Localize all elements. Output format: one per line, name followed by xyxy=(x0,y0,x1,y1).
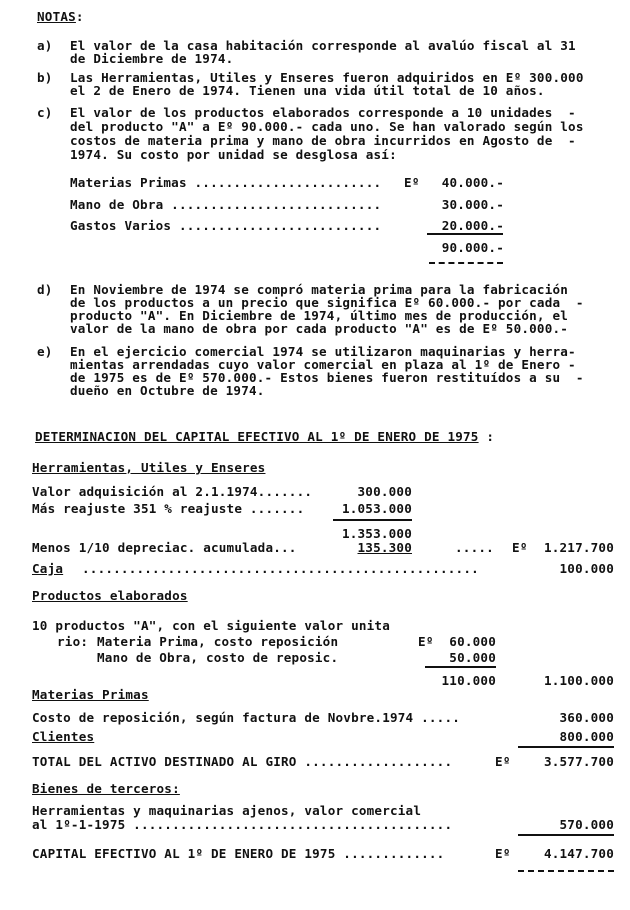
third-party-heading: Bienes de terceros: xyxy=(32,781,180,796)
note-a-letter: a) xyxy=(37,38,53,53)
capital-label: CAPITAL EFECTIVO AL 1º DE ENERO DE 1975 ............. xyxy=(32,846,445,861)
subtotal-rule xyxy=(425,666,496,668)
note-a-line: El valor de la casa habitación corresponde al avalúo fiscal al 31 xyxy=(70,38,576,53)
cost-row-label: Materias Primas ........................ xyxy=(70,175,382,190)
acquisition-label: Valor adquisición al 2.1.1974....... xyxy=(32,484,313,499)
total-assets-value: 3.577.700 xyxy=(543,754,614,769)
total-rule xyxy=(518,746,614,748)
note-c-line: 1974. Su costo por unidad se desglosa así: xyxy=(70,147,397,162)
note-c-line: El valor de los productos elaborados corresponde a 10 unidades - xyxy=(70,105,576,120)
note-b-letter: b) xyxy=(37,70,53,85)
product-cost-value: 50.000 xyxy=(449,650,496,665)
total-rule xyxy=(518,834,614,836)
cost-row-currency: Eº xyxy=(404,175,420,190)
note-a-line: de Diciembre de 1974. xyxy=(70,51,234,66)
note-c-letter: c) xyxy=(37,105,53,120)
tools-subtotal: 1.353.000 xyxy=(341,526,412,541)
tools-net-value: 1.217.700 xyxy=(543,540,614,555)
products-total: 1.100.000 xyxy=(543,673,614,688)
product-cost-currency: Eº xyxy=(418,634,434,649)
note-b-line: el 2 de Enero de 1974. Tienen una vida útil total de 10 años. xyxy=(70,83,545,98)
leader-dots: ................................................... xyxy=(82,561,479,576)
cash-value: 100.000 xyxy=(559,561,614,576)
tools-currency: Eº xyxy=(512,540,528,555)
leader-dots: ..... xyxy=(455,540,494,555)
depreciation-label: Menos 1/10 depreciac. acumulada... xyxy=(32,540,297,555)
cost-row-value: 30.000.- xyxy=(441,197,504,212)
subtotal-rule xyxy=(333,519,412,521)
raw-materials-value: 360.000 xyxy=(559,710,614,725)
note-c-line: del producto "A" a Eº 90.000.- cada uno. Se han valorado según los xyxy=(70,119,584,134)
cost-row-label: Mano de Obra ........................... xyxy=(70,197,382,212)
note-d-letter: d) xyxy=(37,282,53,297)
third-party-value: 570.000 xyxy=(559,817,614,832)
cost-row-label: Gastos Varios .......................... xyxy=(70,218,382,233)
product-cost-value: 60.000 xyxy=(449,634,496,649)
total-assets-label: TOTAL DEL ACTIVO DESTINADO AL GIRO ................... xyxy=(32,754,453,769)
product-cost-label: Materia Prima, costo reposición xyxy=(97,634,339,649)
clients-value: 800.000 xyxy=(559,729,614,744)
cost-total-value: 90.000.- xyxy=(441,240,504,255)
double-rule xyxy=(429,262,503,264)
cost-row-value: 40.000.- xyxy=(441,175,504,190)
capital-currency: Eº xyxy=(495,846,511,861)
double-rule xyxy=(518,870,614,872)
acquisition-value: 300.000 xyxy=(357,484,412,499)
readjust-label: Más reajuste 351 % reajuste ....... xyxy=(32,501,305,516)
note-e-letter: e) xyxy=(37,344,53,359)
product-unit-total: 110.000 xyxy=(441,673,496,688)
capital-value: 4.147.700 xyxy=(543,846,614,861)
products-heading: Productos elaborados xyxy=(32,588,188,603)
note-c-line: costos de materia prima y mano de obra incurridos en Agosto de - xyxy=(70,133,576,148)
readjust-value: 1.053.000 xyxy=(341,501,412,516)
note-d-line: de los productos a un precio que significa Eº 60.000.- por cada - xyxy=(70,295,584,310)
third-party-line: al 1º-1-1975 ......................................... xyxy=(32,817,453,832)
cash-label: Caja xyxy=(32,561,64,576)
note-b-line: Las Herramientas, Utiles y Enseres fueron adquiridos en Eº 300.000 xyxy=(70,70,584,85)
notes-heading: NOTAS: xyxy=(37,9,84,24)
clients-label: Clientes xyxy=(32,729,95,744)
subtotal-rule xyxy=(427,233,503,235)
product-cost-label: Mano de Obra, costo de reposic. xyxy=(97,650,339,665)
note-e-line: En el ejercicio comercial 1974 se utilizaron maquinarias y herra- xyxy=(70,344,576,359)
raw-materials-heading: Materias Primas xyxy=(32,687,149,702)
determination-title: DETERMINACION DEL CAPITAL EFECTIVO AL 1º DE ENERO DE 1975 : xyxy=(35,429,495,444)
products-line: 10 productos "A", con el siguiente valor unita xyxy=(32,618,390,633)
note-d-line: En Noviembre de 1974 se compró materia prima para la fabricación xyxy=(70,282,569,297)
note-e-line: mientas arrendadas cuyo valor comercial en plaza al 1º de Enero - xyxy=(70,357,576,372)
note-d-line: valor de la mano de obra por cada producto "A" es de Eº 50.000.- xyxy=(70,321,569,336)
note-e-line: dueño en Octubre de 1974. xyxy=(70,383,265,398)
total-assets-currency: Eº xyxy=(495,754,511,769)
tools-heading: Herramientas, Utiles y Enseres xyxy=(32,460,266,475)
note-d-line: producto "A". En Diciembre de 1974, último mes de producción, el xyxy=(70,308,569,323)
third-party-line: Herramientas y maquinarias ajenos, valor comercial xyxy=(32,803,422,818)
products-line-prefix: rio: xyxy=(57,634,89,649)
depreciation-value: 135.300 xyxy=(357,540,412,555)
cost-row-value: 20.000.- xyxy=(441,218,504,233)
note-e-line: de 1975 es de Eº 570.000.- Estos bienes fueron restituídos a su - xyxy=(70,370,584,385)
raw-materials-label: Costo de reposición, según factura de Novbre.1974 ..... xyxy=(32,710,461,725)
